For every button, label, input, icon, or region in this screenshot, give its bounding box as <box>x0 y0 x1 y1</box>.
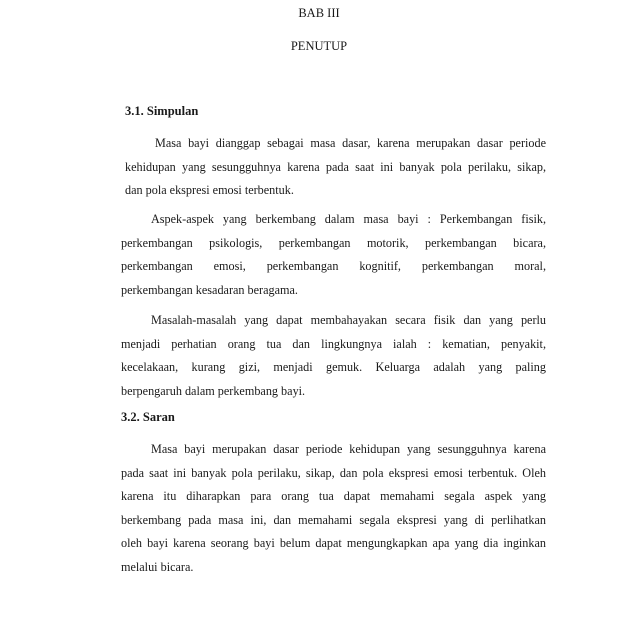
paragraph <box>121 309 546 403</box>
text-line: oleh bayi karena seorang bayi belum dapat mengungkapkan apa yang dia inginkan <box>121 536 546 550</box>
text-line: Masa bayi merupakan dasar periode kehidupan yang sesungguhnya karena <box>151 442 546 456</box>
text-line: perkembangan kesadaran beragama. <box>121 282 298 297</box>
text-line: Masa bayi dianggap sebagai masa dasar, karena merupakan dasar periode <box>155 136 546 150</box>
text-line: berkembang pada masa ini, dan memahami segala ekspresi yang di perlihatkan <box>121 512 546 527</box>
text-line: Aspek-aspek yang berkembang dalam masa bayi : Perkembangan fisik, <box>151 212 546 226</box>
text-line: berpengaruh dalam perkembang bayi. <box>121 383 306 398</box>
paragraph <box>121 208 546 302</box>
text-line: karena itu diharapkan para orang tua dapat memahami segala aspek yang <box>121 489 546 503</box>
chapter-title: PENUTUP <box>290 39 348 53</box>
paragraph <box>125 132 546 203</box>
text-line: perkembangan emosi, perkembangan kognitif, perkembangan moral, <box>121 259 546 273</box>
text-line: melalui bicara. <box>121 559 194 574</box>
text-line: dan pola ekspresi emosi terbentuk. <box>125 183 294 197</box>
text-line: Masalah-masalah yang dapat membahayakan secara fisik dan yang perlu <box>151 313 546 327</box>
text-line: kecelakaan, kurang gizi, menjadi gemuk. Keluarga adalah yang paling <box>121 360 546 374</box>
chapter-number: BAB III <box>298 6 340 20</box>
text-line: pada saat ini banyak pola perilaku, sikap, dan pola ekspresi emosi terbentuk. Oleh <box>121 465 546 480</box>
paragraph <box>121 438 546 579</box>
section-heading-simpulan: 3.1. Simpulan <box>125 104 199 118</box>
text-line: menjadi perhatian orang tua dan lingkungnya ialah : kematian, penyakit, <box>121 336 546 351</box>
text-line: kehidupan yang sesungguhnya karena pada saat ini banyak pola perilaku, sikap, <box>125 159 546 174</box>
section-heading-saran: 3.2. Saran <box>121 410 175 424</box>
text-line: perkembangan psikologis, perkembangan motorik, perkembangan bicara, <box>121 235 546 250</box>
